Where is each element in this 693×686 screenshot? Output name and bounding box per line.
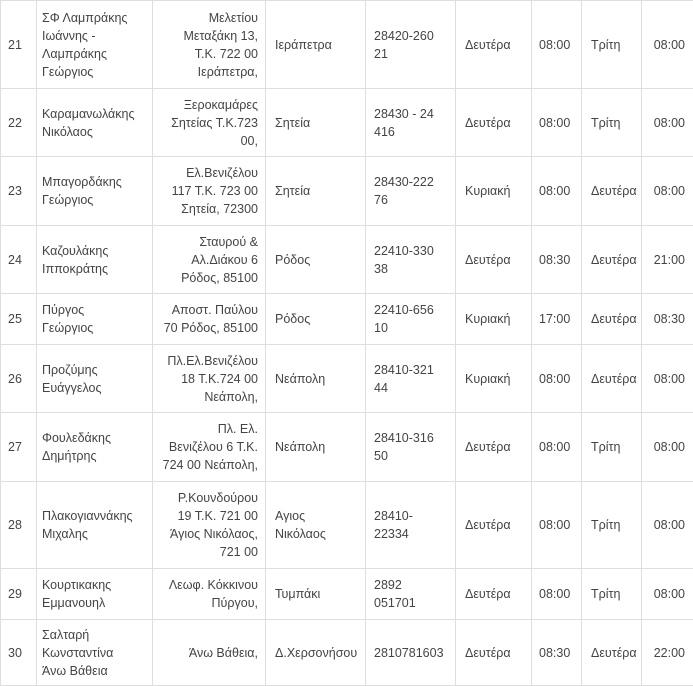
address-cell: Πλ.Ελ.Βενιζέλου 18 Τ.Κ.724 00 Νεάπολη,: [153, 345, 266, 413]
city-cell: Αγιος Νικόλαος: [266, 482, 366, 569]
address-cell: Ξεροκαμάρες Σητείας Τ.Κ.723 00,: [153, 89, 266, 157]
address-cell: Ρ.Κουνδούρου 19 Τ.Κ. 721 00 Άγιος Νικόλαος, 721 00: [153, 482, 266, 569]
address-cell: Σταυρού & Αλ.Διάκου 6 Ρόδος, 85100: [153, 226, 266, 294]
table-row: [1, 226, 693, 294]
pharmacist-name-cell: Κουρτικακης Εμμανουηλ: [37, 569, 153, 620]
city-cell: Ιεράπετρα: [266, 1, 366, 89]
table-row: [1, 413, 693, 482]
phone-cell: 22410-656 10: [366, 294, 456, 345]
phone-cell: 28430-222 76: [366, 157, 456, 226]
city-cell: Ρόδος: [266, 294, 366, 345]
start-time-cell: 08:00: [532, 482, 582, 569]
start-day-cell: Κυριακή: [456, 157, 532, 226]
end-day-cell: Δευτέρα: [582, 345, 642, 413]
start-time-cell: 08:30: [532, 226, 582, 294]
row-number-cell: 22: [1, 89, 37, 157]
city-cell: Δ.Χερσονήσου: [266, 620, 366, 686]
end-time-cell: 21:00: [642, 226, 693, 294]
start-day-cell: Κυριακή: [456, 294, 532, 345]
city-cell: Σητεία: [266, 157, 366, 226]
start-time-cell: 08:00: [532, 157, 582, 226]
end-day-cell: Δευτέρα: [582, 294, 642, 345]
row-number-cell: 21: [1, 1, 37, 89]
end-time-cell: 08:00: [642, 569, 693, 620]
table-row: [1, 620, 693, 686]
end-day-cell: Δευτέρα: [582, 620, 642, 686]
end-time-cell: 22:00: [642, 620, 693, 686]
end-time-cell: 08:00: [642, 345, 693, 413]
end-time-cell: 08:00: [642, 1, 693, 89]
end-time-cell: 08:00: [642, 157, 693, 226]
phone-cell: 28430 - 24 416: [366, 89, 456, 157]
end-day-cell: Δευτέρα: [582, 157, 642, 226]
address-cell: Αποστ. Παύλου 70 Ρόδος, 85100: [153, 294, 266, 345]
table-row: [1, 1, 693, 89]
address-cell: Άνω Βάθεια,: [153, 620, 266, 686]
city-cell: Νεάπολη: [266, 345, 366, 413]
start-time-cell: 08:30: [532, 620, 582, 686]
start-day-cell: Δευτέρα: [456, 482, 532, 569]
row-number-cell: 24: [1, 226, 37, 294]
start-time-cell: 08:00: [532, 413, 582, 482]
address-cell: Πλ. Ελ. Βενιζέλου 6 Τ.Κ. 724 00 Νεάπολη,: [153, 413, 266, 482]
row-number-cell: 30: [1, 620, 37, 686]
start-time-cell: 08:00: [532, 1, 582, 89]
start-time-cell: 17:00: [532, 294, 582, 345]
pharmacist-name-cell: Σαλταρή Κωνσταντίνα Άνω Βάθεια: [37, 620, 153, 686]
end-day-cell: Τρίτη: [582, 482, 642, 569]
phone-cell: 28410- 22334: [366, 482, 456, 569]
start-day-cell: Δευτέρα: [456, 413, 532, 482]
table-row: [1, 569, 693, 620]
address-cell: Λεωφ. Κόκκινου Πύργου,: [153, 569, 266, 620]
row-number-cell: 25: [1, 294, 37, 345]
start-day-cell: Δευτέρα: [456, 89, 532, 157]
row-number-cell: 27: [1, 413, 37, 482]
pharmacist-name-cell: Μπαγορδάκης Γεώργιος: [37, 157, 153, 226]
start-day-cell: Δευτέρα: [456, 569, 532, 620]
table-body: [1, 1, 693, 686]
pharmacist-name-cell: Προζύμης Ευάγγελος: [37, 345, 153, 413]
phone-cell: 28410-316 50: [366, 413, 456, 482]
start-day-cell: Δευτέρα: [456, 1, 532, 89]
phone-cell: 22410-330 38: [366, 226, 456, 294]
end-day-cell: Τρίτη: [582, 89, 642, 157]
start-time-cell: 08:00: [532, 89, 582, 157]
address-cell: Μελετίου Μεταξάκη 13, Τ.Κ. 722 00 Ιεράπετρα,: [153, 1, 266, 89]
city-cell: Τυμπάκι: [266, 569, 366, 620]
city-cell: Σητεία: [266, 89, 366, 157]
row-number-cell: 23: [1, 157, 37, 226]
start-day-cell: Δευτέρα: [456, 620, 532, 686]
phone-cell: 28420-260 21: [366, 1, 456, 89]
end-time-cell: 08:30: [642, 294, 693, 345]
end-day-cell: Δευτέρα: [582, 226, 642, 294]
end-time-cell: 08:00: [642, 413, 693, 482]
end-day-cell: Τρίτη: [582, 413, 642, 482]
row-number-cell: 28: [1, 482, 37, 569]
row-number-cell: 26: [1, 345, 37, 413]
phone-cell: 2810781603: [366, 620, 456, 686]
phone-cell: 2892 051701: [366, 569, 456, 620]
end-time-cell: 08:00: [642, 482, 693, 569]
row-number-cell: 29: [1, 569, 37, 620]
address-cell: Ελ.Βενιζέλου 117 Τ.Κ. 723 00 Σητεία, 72300: [153, 157, 266, 226]
city-cell: Νεάπολη: [266, 413, 366, 482]
pharmacist-name-cell: Πλακογιαννάκης Μιχαλης: [37, 482, 153, 569]
table-row: [1, 157, 693, 226]
pharmacist-name-cell: Καζουλάκης Ιπποκράτης: [37, 226, 153, 294]
start-time-cell: 08:00: [532, 345, 582, 413]
end-day-cell: Τρίτη: [582, 1, 642, 89]
table-row: [1, 294, 693, 345]
start-day-cell: Κυριακή: [456, 345, 532, 413]
table-row: [1, 89, 693, 157]
end-time-cell: 08:00: [642, 89, 693, 157]
phone-cell: 28410-321 44: [366, 345, 456, 413]
pharmacist-name-cell: Πύργος Γεώργιος: [37, 294, 153, 345]
start-day-cell: Δευτέρα: [456, 226, 532, 294]
pharmacist-name-cell: Καραμανωλάκης Νικόλαος: [37, 89, 153, 157]
pharmacist-name-cell: ΣΦ Λαμπράκης Ιωάννης - Λαμπράκης Γεώργιος: [37, 1, 153, 89]
pharmacist-name-cell: Φουλεδάκης Δημήτρης: [37, 413, 153, 482]
end-day-cell: Τρίτη: [582, 569, 642, 620]
start-time-cell: 08:00: [532, 569, 582, 620]
table-row: [1, 482, 693, 569]
city-cell: Ρόδος: [266, 226, 366, 294]
table-row: [1, 345, 693, 413]
